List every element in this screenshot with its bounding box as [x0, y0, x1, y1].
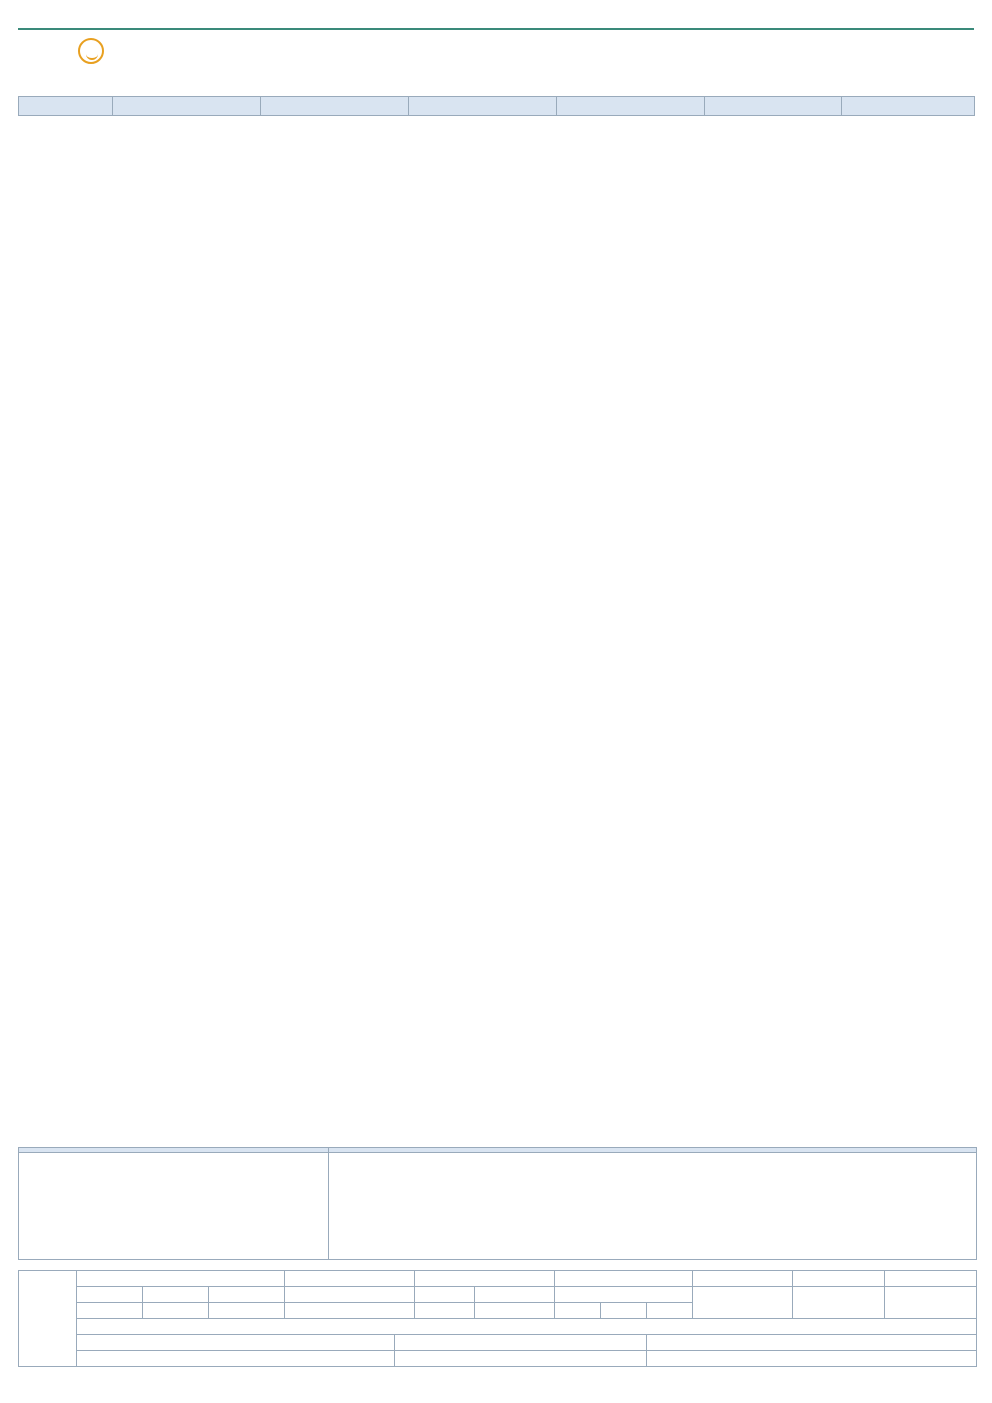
day-1 [261, 97, 409, 116]
origin-cabbage [415, 1287, 475, 1303]
origin-processed [77, 1319, 977, 1335]
origin-beef [555, 1271, 693, 1287]
origin-bap [77, 1287, 143, 1303]
origin-value [77, 1303, 143, 1319]
day-4 [705, 97, 842, 116]
origin-rice [77, 1271, 285, 1287]
origin-pepper [475, 1287, 555, 1303]
origin-value [793, 1287, 885, 1319]
menu-table [18, 96, 975, 116]
day-0 [113, 97, 261, 116]
day-2 [409, 97, 557, 116]
origin-value [693, 1287, 793, 1319]
day-header-row [19, 97, 975, 116]
smile-logo-icon [78, 38, 104, 64]
origin-yukwoo [647, 1303, 693, 1319]
origin-pork [693, 1271, 793, 1287]
corner-cell [19, 97, 113, 116]
origin-p2 [395, 1335, 647, 1351]
origin-value [209, 1303, 285, 1319]
origin-value [143, 1303, 209, 1319]
legend-lines [19, 1153, 329, 1260]
origin-value [395, 1351, 647, 1367]
center-logo [78, 36, 238, 68]
origin-nurungji [209, 1287, 285, 1303]
legend-table [18, 1147, 977, 1260]
origin-value [647, 1351, 977, 1367]
origin-duck [885, 1271, 977, 1287]
origin-table [18, 1270, 977, 1367]
origin-korean [555, 1303, 601, 1319]
origin-value [415, 1303, 475, 1319]
origin-tofu [285, 1287, 415, 1303]
origin-value [475, 1303, 555, 1319]
origin-value [885, 1287, 977, 1319]
day-5 [842, 97, 975, 116]
origin-juk [143, 1287, 209, 1303]
origin-chicken [793, 1271, 885, 1287]
allergen-info [329, 1153, 977, 1260]
day-3 [557, 97, 705, 116]
origin-kimchi [415, 1271, 555, 1287]
origin-value [77, 1351, 395, 1367]
origin-label [19, 1271, 77, 1367]
top-rule [18, 28, 974, 30]
origin-p1 [77, 1335, 395, 1351]
origin-jeoso [601, 1303, 647, 1319]
origin-p3 [647, 1335, 977, 1351]
origin-value [555, 1287, 693, 1303]
origin-value [285, 1303, 415, 1319]
origin-bean [285, 1271, 415, 1287]
